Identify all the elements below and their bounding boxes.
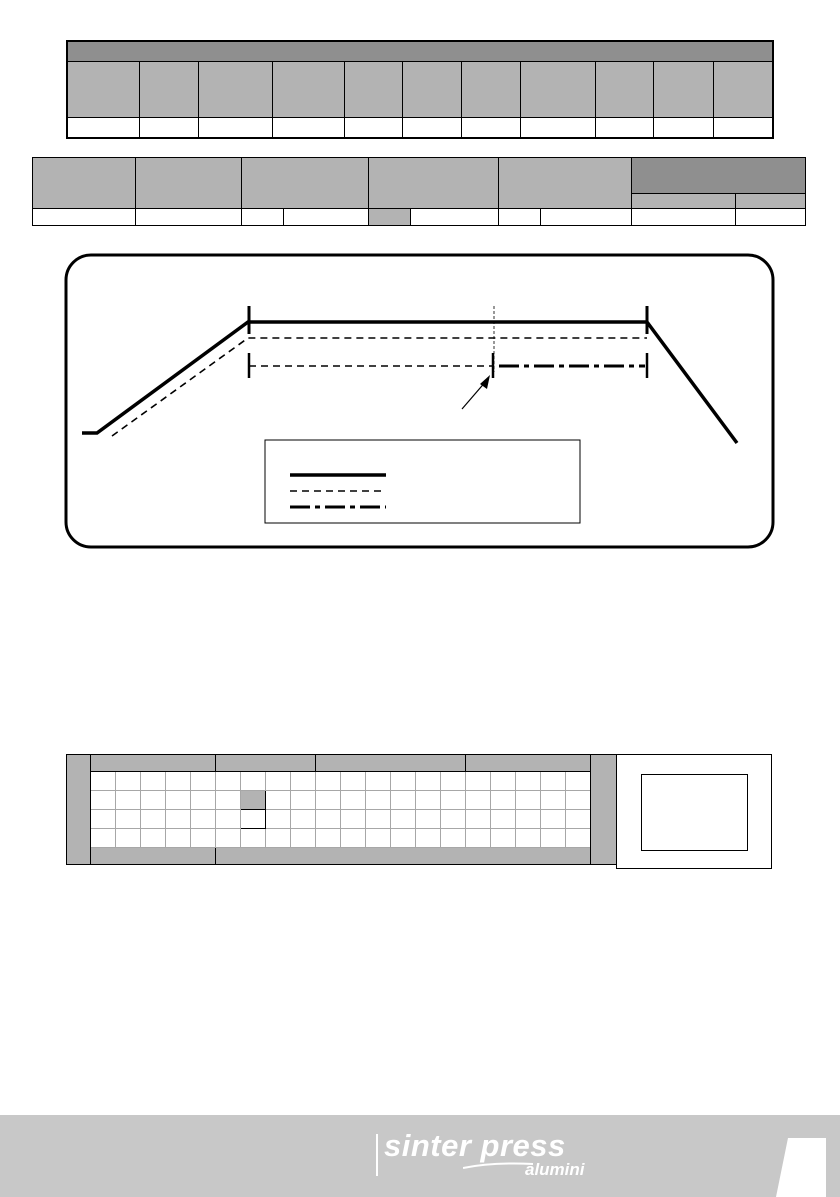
grid-cell[interactable] <box>116 829 141 848</box>
grid-cell[interactable] <box>141 791 166 810</box>
table-value-row <box>67 118 773 139</box>
stamp-box <box>616 754 772 869</box>
grid-row <box>67 791 617 810</box>
grid-cell[interactable] <box>91 810 116 829</box>
grid-cell[interactable] <box>166 791 191 810</box>
header-cell <box>198 62 272 118</box>
grid-footer-cell <box>91 848 216 865</box>
header-cell <box>713 62 773 118</box>
cycle-diagram <box>0 240 840 560</box>
table-value-row <box>33 209 806 226</box>
table-header-row <box>67 62 773 118</box>
grid-cell[interactable] <box>291 772 316 791</box>
grid-cell[interactable] <box>91 791 116 810</box>
grid-cell[interactable] <box>441 829 466 848</box>
value-cell[interactable] <box>499 209 541 226</box>
grid-cell[interactable] <box>191 772 216 791</box>
value-cell[interactable] <box>33 209 136 226</box>
header-cell <box>242 158 369 209</box>
grid-cell[interactable] <box>566 829 591 848</box>
grid-cell[interactable] <box>291 829 316 848</box>
grid-cell[interactable] <box>216 772 241 791</box>
grid-row <box>67 810 617 829</box>
grid-cell[interactable] <box>441 772 466 791</box>
header-cell <box>67 62 139 118</box>
grid-cell[interactable] <box>241 829 266 848</box>
value-cell[interactable] <box>67 118 139 139</box>
grid-cell[interactable] <box>241 772 266 791</box>
value-cell[interactable] <box>242 209 284 226</box>
value-cell[interactable] <box>272 118 344 139</box>
value-cell[interactable] <box>411 209 499 226</box>
grid-cell[interactable] <box>516 810 541 829</box>
header-cell <box>272 62 344 118</box>
brand-swoosh-icon <box>463 1162 533 1170</box>
grid-cell[interactable] <box>491 810 516 829</box>
grid-cell[interactable] <box>341 772 366 791</box>
grid-cell[interactable] <box>516 791 541 810</box>
grid-cell[interactable] <box>566 810 591 829</box>
subheader-cell <box>632 194 736 209</box>
grid-cell[interactable] <box>366 791 391 810</box>
table-header-row <box>33 158 806 194</box>
stamp-inner-box[interactable] <box>641 774 748 851</box>
value-cell[interactable] <box>402 118 461 139</box>
header-cell <box>136 158 242 209</box>
value-cell[interactable] <box>713 118 773 139</box>
grid-cell[interactable] <box>491 772 516 791</box>
grid-cell[interactable] <box>416 810 441 829</box>
grid-cell[interactable] <box>441 791 466 810</box>
spec-table-top <box>66 40 774 139</box>
grid-cell-marked[interactable] <box>241 791 266 810</box>
grid-cell[interactable] <box>191 791 216 810</box>
grid-cell[interactable] <box>316 810 341 829</box>
table-title-cell <box>67 41 773 62</box>
grid-cell[interactable] <box>391 791 416 810</box>
grid-left-bar <box>67 755 91 865</box>
grid-cell[interactable] <box>541 829 566 848</box>
grid-cell[interactable] <box>216 829 241 848</box>
header-cell <box>595 62 653 118</box>
grid-footer-cell <box>216 848 591 865</box>
grid-cell[interactable] <box>316 791 341 810</box>
grid-header-row <box>67 755 617 772</box>
grid-cell[interactable] <box>166 810 191 829</box>
grid-cell[interactable] <box>366 772 391 791</box>
header-cell <box>461 62 520 118</box>
grid-cell[interactable] <box>141 829 166 848</box>
value-cell-shaded[interactable] <box>369 209 411 226</box>
page-tab-icon <box>776 1138 826 1197</box>
grid-cell[interactable] <box>416 772 441 791</box>
grid-header-cell <box>316 755 466 772</box>
grid-cell[interactable] <box>416 791 441 810</box>
grid-cell[interactable] <box>266 810 291 829</box>
value-cell[interactable] <box>595 118 653 139</box>
header-cell <box>520 62 595 118</box>
header-cell <box>499 158 632 209</box>
grid-cell[interactable] <box>116 772 141 791</box>
grid-cell[interactable] <box>166 772 191 791</box>
grid-header-cell <box>91 755 216 772</box>
grid-header-cell <box>216 755 316 772</box>
grid-cell[interactable] <box>341 791 366 810</box>
grid-cell[interactable] <box>416 829 441 848</box>
grid-cell[interactable] <box>291 791 316 810</box>
grid-cell[interactable] <box>216 810 241 829</box>
grid-cell[interactable] <box>566 772 591 791</box>
grid-cell[interactable] <box>91 772 116 791</box>
value-cell[interactable] <box>653 118 713 139</box>
grid-cell[interactable] <box>166 829 191 848</box>
grid-cell[interactable] <box>541 791 566 810</box>
value-cell[interactable] <box>198 118 272 139</box>
grid-cell[interactable] <box>366 810 391 829</box>
grid-cell[interactable] <box>191 810 216 829</box>
grid-header-cell <box>466 755 591 772</box>
grid-cell[interactable] <box>441 810 466 829</box>
subheader-cell <box>736 194 806 209</box>
brand-logo-subtitle: alumini <box>525 1160 585 1179</box>
header-cell <box>653 62 713 118</box>
grid-cell-outlined[interactable] <box>241 810 266 829</box>
value-cell[interactable] <box>736 209 806 226</box>
grid-cell[interactable] <box>391 810 416 829</box>
grid-cell[interactable] <box>116 791 141 810</box>
grid-cell[interactable] <box>141 772 166 791</box>
legend-box <box>265 440 580 523</box>
value-cell[interactable] <box>520 118 595 139</box>
grid-cell[interactable] <box>341 810 366 829</box>
grid-cell[interactable] <box>516 772 541 791</box>
grid-right-bar <box>591 755 617 865</box>
value-cell[interactable] <box>541 209 632 226</box>
header-cell <box>369 158 499 209</box>
value-cell[interactable] <box>284 209 369 226</box>
grid-table <box>66 754 617 865</box>
value-cell[interactable] <box>139 118 198 139</box>
header-group-cell <box>632 158 806 194</box>
grid-cell[interactable] <box>141 810 166 829</box>
grid-cell[interactable] <box>316 829 341 848</box>
grid-cell[interactable] <box>91 829 116 848</box>
grid-cell[interactable] <box>266 772 291 791</box>
grid-cell[interactable] <box>466 829 491 848</box>
grid-cell[interactable] <box>341 829 366 848</box>
header-cell <box>33 158 136 209</box>
grid-cell[interactable] <box>466 791 491 810</box>
table-title-row <box>67 41 773 62</box>
grid-cell[interactable] <box>466 772 491 791</box>
value-cell[interactable] <box>461 118 520 139</box>
value-cell[interactable] <box>136 209 242 226</box>
header-cell <box>139 62 198 118</box>
grid-cell[interactable] <box>116 810 141 829</box>
grid-cell[interactable] <box>191 829 216 848</box>
value-cell[interactable] <box>632 209 736 226</box>
grid-cell[interactable] <box>266 829 291 848</box>
grid-row <box>67 772 617 791</box>
grid-cell[interactable] <box>566 791 591 810</box>
grid-cell[interactable] <box>391 829 416 848</box>
grid-cell[interactable] <box>291 810 316 829</box>
header-cell <box>344 62 402 118</box>
spec-table-second <box>32 157 806 226</box>
brand-logo-name: sinter press <box>384 1128 566 1163</box>
grid-cell[interactable] <box>541 810 566 829</box>
grid-footer-row <box>67 848 617 865</box>
grid-cell[interactable] <box>541 772 566 791</box>
footer-divider <box>376 1134 378 1176</box>
grid-row <box>67 829 617 848</box>
grid-cell[interactable] <box>216 791 241 810</box>
grid-cell[interactable] <box>466 810 491 829</box>
grid-cell[interactable] <box>266 791 291 810</box>
grid-cell[interactable] <box>491 829 516 848</box>
grid-cell[interactable] <box>516 829 541 848</box>
grid-cell[interactable] <box>391 772 416 791</box>
grid-cell[interactable] <box>366 829 391 848</box>
value-cell[interactable] <box>344 118 402 139</box>
grid-cell[interactable] <box>316 772 341 791</box>
header-cell <box>402 62 461 118</box>
grid-cell[interactable] <box>491 791 516 810</box>
